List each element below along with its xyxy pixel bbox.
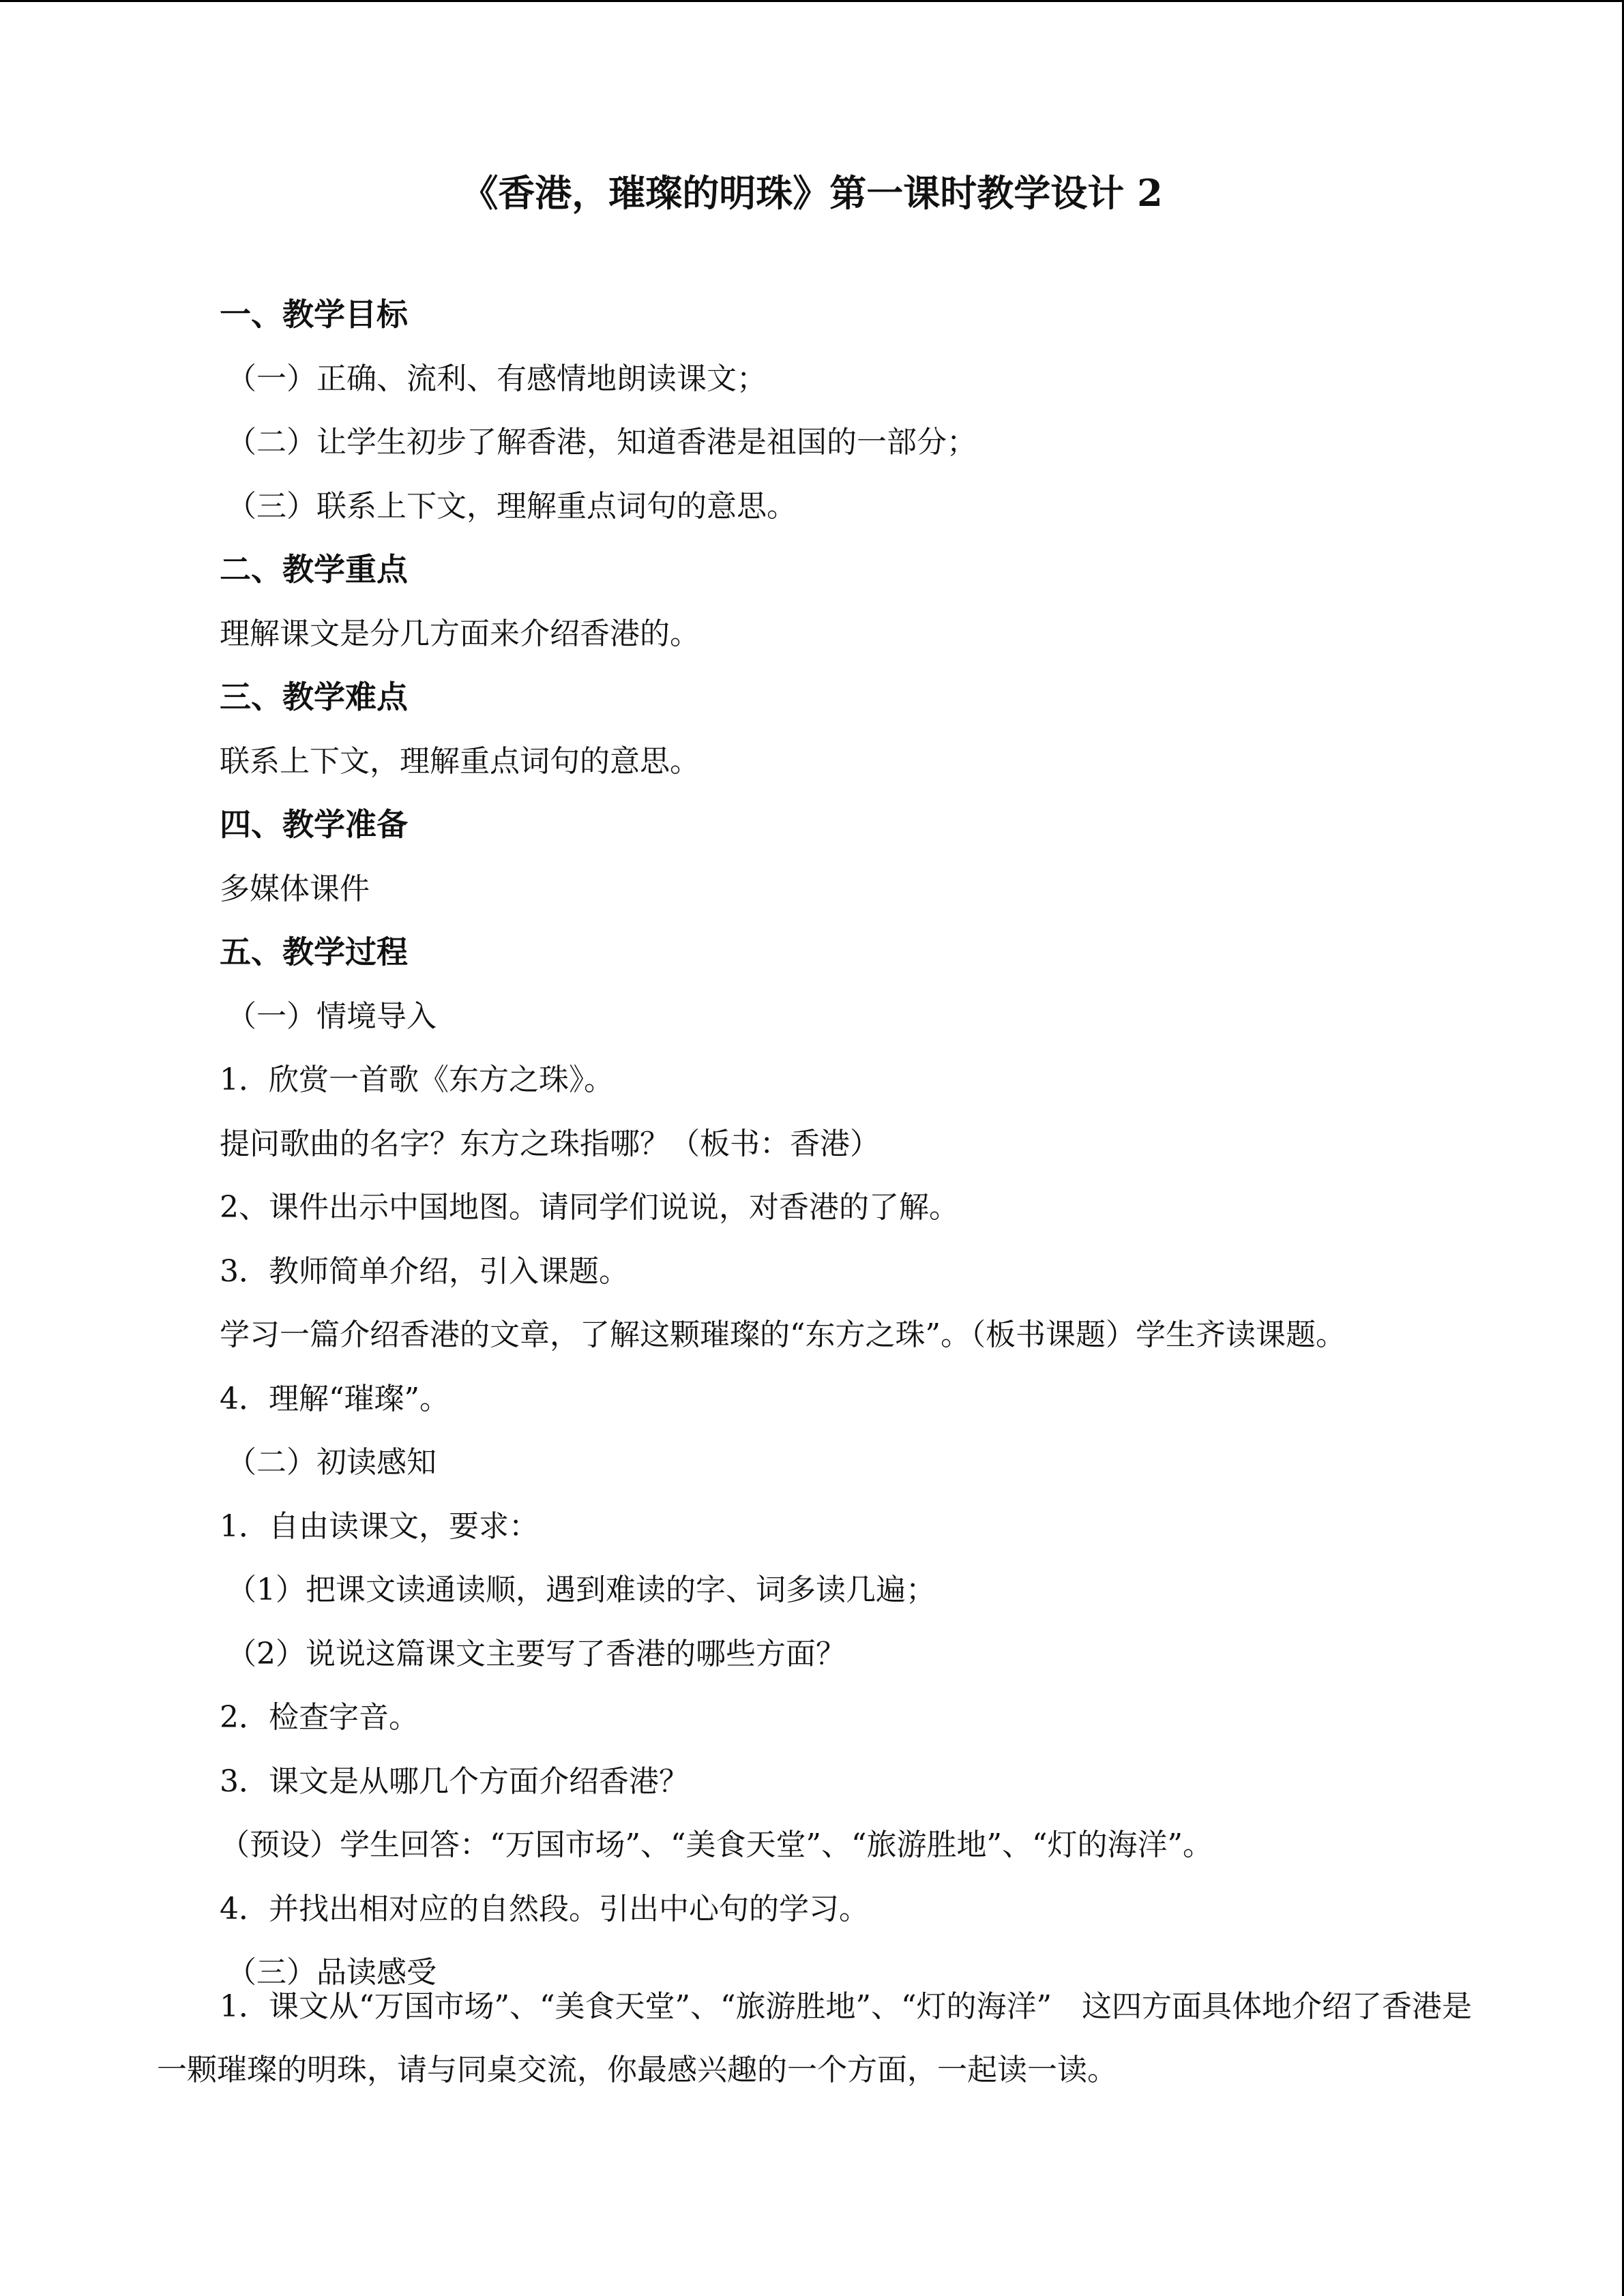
section-heading: 三、教学难点 <box>220 679 408 715</box>
document-body <box>220 283 1481 2005</box>
body-text: 3．教师简单介绍，引入课题。 <box>220 1253 629 1289</box>
body-text: （预设）学生回答：“万国市场”、“美食天堂”、“旅游胜地”、“灯的海洋”。 <box>220 1828 1213 1862</box>
body-text: 联系上下文，理解重点词句的意思。 <box>220 743 700 779</box>
document-title: 《香港，璀璨的明珠》第一课时教学设计 2 <box>461 171 1163 215</box>
section-heading: 五、教学过程 <box>220 934 408 970</box>
section-heading: 四、教学准备 <box>220 806 408 843</box>
objective-item: （二）让学生初步了解香港，知道香港是祖国的一部分； <box>226 425 977 460</box>
body-text: 多媒体课件 <box>220 871 370 906</box>
body-text: 4．并找出相对应的自然段。引出中心句的学习。 <box>220 1891 869 1926</box>
body-text: 4．理解“璀璨”。 <box>220 1381 449 1416</box>
body-text: 2．检查字音。 <box>220 1700 419 1735</box>
subsection-heading: （一）情境导入 <box>226 998 437 1034</box>
objective-item: （一）正确、流利、有感情地朗读课文； <box>226 361 767 396</box>
body-text: 1．欣赏一首歌《东方之珠》。 <box>220 1062 614 1097</box>
final-paragraph: 1．课文从“万国市场”、“美食天堂”、“旅游胜地”、“灯的海洋” 这四方面具体地介绍了香港是一颗璀璨的明珠，请与同桌交流，你最感兴趣的一个方面，一起读一读。 <box>157 1989 1472 2087</box>
body-text: 2、课件出示中国地图。请同学们说说，对香港的了解。 <box>220 1190 959 1225</box>
body-text: 1．自由读课文，要求： <box>220 1508 539 1544</box>
subsection-heading: （二）初读感知 <box>226 1445 437 1480</box>
section-heading: 一、教学目标 <box>220 296 408 333</box>
requirement-item: （2）说说这篇课文主要写了香港的哪些方面？ <box>226 1636 846 1671</box>
subsection-heading: （三）品读感受 <box>226 1955 437 1990</box>
body-text: 理解课文是分几方面来介绍香港的。 <box>220 616 700 651</box>
body-text: 3．课文是从哪几个方面介绍香港？ <box>220 1763 689 1799</box>
objective-item: （三）联系上下文，理解重点词句的意思。 <box>226 488 797 524</box>
body-text: 学习一篇介绍香港的文章，了解这颗璀璨的“东方之珠”。（板书课题）学生齐读课题。 <box>220 1317 1346 1352</box>
requirement-item: （1）把课文读通读顺，遇到难读的字、词多读几遍； <box>226 1572 936 1607</box>
body-text: 提问歌曲的名字？东方之珠指哪？（板书：香港） <box>220 1126 880 1161</box>
section-heading: 二、教学重点 <box>220 551 408 588</box>
